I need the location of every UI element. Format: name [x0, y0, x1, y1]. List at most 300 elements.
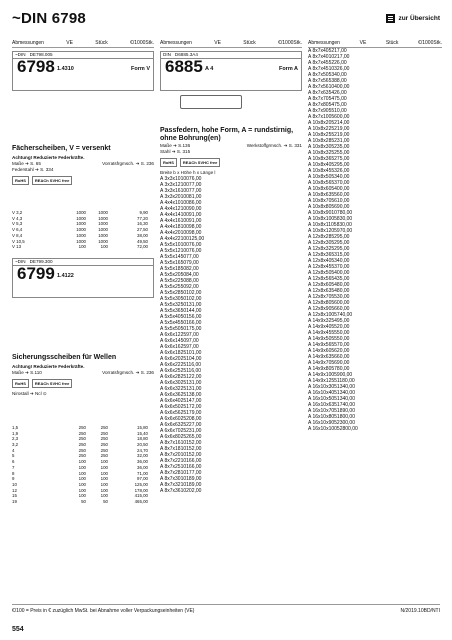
table-cell: x — [167, 176, 170, 182]
table-cell: x — [323, 294, 326, 300]
table-cell: 1340,00 — [336, 384, 355, 390]
table-cell: x — [320, 48, 324, 54]
table-cell: 20 — [325, 120, 332, 126]
table-cell: x — [318, 270, 321, 276]
table-cell: x — [318, 162, 321, 168]
table-cell: A 5 — [160, 290, 168, 296]
table-cell: 28 — [175, 470, 181, 476]
table-cell: x — [318, 198, 321, 204]
table-cell: 50 — [81, 499, 86, 505]
table-cell: A 12 — [308, 312, 319, 318]
table-cell: 50 — [180, 326, 187, 332]
table-cell: x — [318, 324, 321, 330]
table-cell: 5 — [328, 102, 332, 108]
table-cell: x — [320, 96, 324, 102]
table-cell: A 10 — [308, 192, 319, 198]
table-cell: x — [320, 78, 324, 84]
table-cell: x — [172, 362, 176, 368]
table-cell: 7 — [169, 482, 173, 488]
table-cell: x — [323, 342, 326, 348]
table-cell: A 6 — [160, 374, 168, 380]
table-cell: V 5,3 — [12, 221, 23, 227]
table-cell: 36 — [175, 488, 181, 494]
table-cell: 60 — [325, 348, 332, 354]
table-cell: x — [167, 266, 170, 272]
table-cell: x — [318, 150, 321, 156]
table-cell: 14 — [175, 212, 181, 218]
product-box-6798 — [12, 51, 154, 91]
table-cell: 102,00 — [186, 296, 202, 302]
table-cell: x — [172, 434, 176, 440]
table-cell: 8 — [320, 180, 324, 186]
table-cell: x — [167, 350, 170, 356]
table-cell: 80 — [328, 414, 335, 420]
table-cell: A 14 — [308, 348, 319, 354]
table-cell: 9 — [320, 336, 324, 342]
table-cell: 600,00 — [334, 300, 350, 306]
table-cell: 10 — [328, 66, 335, 72]
product-number: 6798 — [17, 57, 55, 76]
table-cell: x — [167, 314, 170, 320]
table-cell: 131,00 — [186, 302, 202, 308]
table-cell: x — [323, 306, 326, 312]
table-cell: 1000 — [98, 210, 108, 215]
table-cell: x — [172, 182, 176, 188]
table-cell: A 4 — [160, 206, 168, 212]
vorrat-link[interactable]: Vorratsfrgmsch. ➔ S. 236 — [102, 369, 154, 375]
table-cell: 110 — [325, 222, 334, 228]
table-cell: x — [172, 230, 176, 236]
table-cell: 71,00 — [137, 470, 148, 476]
table-cell: 5 — [331, 138, 335, 144]
table-cell: 780,00 — [334, 366, 350, 372]
masse-link[interactable]: Maße ➔ S.110 — [12, 369, 42, 375]
table-cell: 10 — [328, 54, 335, 60]
table-cell: 400,00 — [334, 270, 350, 276]
table-cell: x — [172, 308, 176, 314]
table-header — [308, 40, 442, 48]
table-cell: x — [172, 374, 176, 380]
table-cell: x — [326, 390, 329, 396]
table-cell: A 12 — [308, 264, 319, 270]
table-cell: 8 — [320, 276, 324, 282]
table-cell: x — [323, 120, 326, 126]
table-cell: A 8 — [308, 48, 316, 54]
table-cell: 5 — [331, 360, 335, 366]
table-cell: x — [167, 242, 170, 248]
table-cell: A 3 — [160, 194, 168, 200]
table-cell: 81,00 — [188, 194, 202, 200]
table-cell: 120 — [325, 228, 335, 234]
table-cell: x — [172, 314, 176, 320]
table-cell: 480,00 — [334, 288, 350, 294]
table-cell: 9 — [320, 318, 324, 324]
table-cell: 7 — [12, 464, 15, 470]
reach-badge: REACh SVHC free — [32, 176, 72, 185]
table-cell: x — [326, 414, 329, 420]
col-head-ve: VE — [214, 40, 221, 46]
table-cell: 25 — [180, 422, 187, 428]
table-cell: 690,00 — [334, 360, 350, 366]
table-cell: 90 — [325, 306, 332, 312]
table-cell: 4 — [169, 200, 173, 206]
table-cell: 28 — [325, 138, 332, 144]
table-cell: x — [323, 240, 326, 246]
product-description: Passfedern, hohe Form, A = rundstirnig, ohne Bohrung(en) — [160, 127, 294, 142]
table-cell: 255,00 — [334, 150, 350, 156]
table-cell: x — [318, 276, 321, 282]
table-cell: 80 — [325, 366, 332, 372]
product-box-6799 — [12, 258, 154, 298]
table-cell: 250 — [78, 453, 86, 459]
table-cell: x — [172, 338, 176, 344]
table-cell: 22 — [325, 126, 332, 132]
table-cell: x — [318, 258, 321, 264]
table-cell: x — [318, 234, 321, 240]
table-cell: A 3 — [160, 176, 168, 182]
table-cell: x — [167, 422, 170, 428]
table-cell: 5 — [331, 288, 335, 294]
table-cell: 400,00 — [334, 84, 350, 90]
table-cell: A 6 — [160, 338, 168, 344]
table-cell: x — [172, 176, 176, 182]
table-cell: A 8 — [308, 72, 316, 78]
table-cell: 7 — [317, 78, 321, 84]
table-cell: 25 — [180, 350, 187, 356]
table-cell: A 12 — [308, 258, 319, 264]
table-cell: 1000 — [76, 210, 86, 215]
table-cell: 415,00 — [134, 493, 148, 499]
table-cell: x — [315, 60, 318, 66]
table-cell: A 10 — [308, 156, 319, 162]
table-cell: 100 — [100, 476, 108, 482]
table-cell: 8 — [320, 252, 324, 258]
nirosta-link[interactable]: Nirostall ➔ Ncl ⊙ — [12, 390, 47, 396]
table-cell: 740,00 — [336, 312, 353, 318]
table-cell: 2800,00 — [339, 426, 358, 432]
table-cell: A 6 — [160, 398, 168, 404]
table-cell: x — [172, 482, 176, 488]
table-cell: 8 — [320, 288, 324, 294]
table-cell: 50 — [328, 396, 335, 402]
table-cell: x — [318, 342, 321, 348]
table-cell: 125 — [325, 378, 335, 384]
table-cell: 830,00 — [336, 216, 353, 222]
table-cell: A 5 — [160, 302, 168, 308]
table-cell: 5 — [331, 318, 335, 324]
table-cell: 465,00 — [134, 499, 148, 505]
table-cell: 5 — [328, 108, 332, 114]
table-cell: 8 — [320, 282, 324, 288]
table-cell: A 5 — [160, 266, 168, 272]
table-cell: 8 — [320, 132, 324, 138]
table-cell: x — [167, 224, 170, 230]
table-cell: 6 — [169, 434, 173, 440]
table-cell: x — [172, 470, 176, 476]
masse-link[interactable]: Maße ➔ S. 65 — [12, 161, 41, 166]
table-cell: 25 — [180, 374, 187, 380]
table-cell: 217,00 — [334, 54, 350, 60]
table-cell: x — [318, 402, 321, 408]
table-cell: 91,00 — [188, 212, 202, 218]
table-cell: 122,00 — [186, 374, 202, 380]
table-cell: 10 — [180, 488, 187, 494]
table-cell: x — [172, 242, 176, 248]
table-cell: A 8 — [160, 440, 168, 446]
table-cell: 8 — [320, 168, 324, 174]
material: 1.4122 — [57, 272, 74, 279]
table-cell: 45 — [325, 330, 332, 336]
table-cell: 6 — [169, 386, 173, 392]
col-head-ve: VE — [66, 40, 73, 46]
table-cell: 152,00 — [186, 440, 202, 446]
table-cell: 30 — [328, 384, 335, 390]
table-cell: 10 — [320, 402, 327, 408]
table-cell: x — [167, 230, 170, 236]
table-cell: x — [318, 360, 321, 366]
table-cell: 3 — [169, 182, 173, 188]
table-cell: 25 — [175, 284, 181, 290]
federstahl-link[interactable]: Federstahl ➔ S. 334 — [12, 167, 54, 172]
table-cell: x — [172, 356, 176, 362]
table-cell: 10 — [180, 464, 187, 470]
table-cell: 32 — [175, 482, 181, 488]
col-head-price: €/1000Stk. — [278, 40, 302, 46]
table-cell: x — [172, 380, 176, 386]
table-row — [160, 488, 302, 494]
table-cell: x — [172, 218, 176, 224]
table-cell: 9 — [12, 476, 15, 482]
table-cell: 22 — [175, 362, 181, 368]
table-cell: 295,00 — [334, 240, 350, 246]
table-cell: A 12 — [308, 234, 319, 240]
table-cell: x — [167, 344, 170, 350]
table-cell: A 14 — [308, 330, 319, 336]
table-cell: 100 — [78, 476, 86, 482]
table-cell: 5 — [334, 372, 337, 378]
table-cell: 178,00 — [134, 487, 148, 493]
overview-label: zur Übersicht — [398, 15, 440, 22]
table-cell: x — [167, 182, 170, 188]
table-cell: 32 — [175, 386, 181, 392]
table-cell: 9 — [320, 378, 324, 384]
rohs-badge: RoHS — [160, 158, 177, 167]
table-cell: 5 — [331, 330, 335, 336]
table-cell: 9 — [320, 348, 324, 354]
table-cell: V 13 — [12, 244, 22, 250]
table-cell: x — [323, 228, 326, 234]
table-cell: 125,00 — [134, 481, 148, 487]
table-cell: x — [318, 426, 321, 432]
col-head-dims: Abmessungen — [160, 40, 192, 46]
table-cell: x — [323, 366, 326, 372]
overview-link[interactable] — [386, 14, 440, 23]
table-cell: 40 — [175, 314, 181, 320]
table-cell: A 8 — [160, 464, 168, 470]
table-cell: x — [320, 90, 324, 96]
table-cell: A 6 — [160, 362, 168, 368]
table-cell: x — [323, 258, 326, 264]
table-cell: 5 — [331, 150, 335, 156]
table-cell: A 16 — [308, 414, 319, 420]
vorrat-link[interactable]: Vorratsfrgmsch. ➔ S. 236 — [102, 161, 154, 166]
table-cell: x — [167, 338, 170, 344]
table-cell: 25 — [325, 132, 332, 138]
table-cell: 6 — [169, 374, 173, 380]
table-cell: A 6 — [160, 332, 168, 338]
table-cell: 45 — [325, 168, 332, 174]
table-cell: 5 — [331, 324, 335, 330]
column-din6885 — [160, 40, 302, 494]
table-cell: 8 — [320, 162, 324, 168]
table-cell: A 12 — [308, 300, 319, 306]
table-cell: 315,00 — [334, 252, 350, 258]
table-cell: A 16 — [308, 426, 319, 432]
table-cell: 76,00 — [188, 176, 202, 182]
table-cell: x — [167, 302, 170, 308]
table-cell: x — [172, 476, 176, 482]
table-cell: x — [318, 294, 321, 300]
table-cell: 7 — [317, 54, 321, 60]
table-cell: 70 — [325, 294, 332, 300]
table-cell: 5 — [169, 278, 173, 284]
table-cell: 340,00 — [334, 174, 350, 180]
table-cell: 36 — [175, 308, 181, 314]
table-cell: 5 — [334, 312, 337, 318]
table-cell: x — [315, 114, 318, 120]
table-cell: 12 — [175, 206, 181, 212]
table-cell: x — [172, 392, 176, 398]
table-cell: V 3,2 — [12, 210, 23, 215]
table-cell: 4 — [169, 230, 173, 236]
table-cell: 8 — [320, 186, 324, 192]
table-cell: x — [172, 266, 176, 272]
table-cell: A 14 — [308, 378, 319, 384]
table-cell: 7 — [317, 84, 321, 90]
table-cell: A 8 — [160, 458, 168, 464]
table-cell: 5 — [331, 270, 335, 276]
table-cell: x — [318, 174, 321, 180]
table-cell: x — [167, 452, 170, 458]
table-cell: x — [172, 386, 176, 392]
table-cell: 10 — [180, 458, 187, 464]
table-cell: x — [323, 138, 326, 144]
product-number: 6799 — [17, 263, 55, 283]
table-cell: 20 — [175, 230, 181, 236]
table-cell: 1000 — [76, 221, 86, 227]
table-cell: 5 — [331, 294, 335, 300]
table-cell: A 8 — [160, 482, 168, 488]
table-cell: x — [326, 420, 329, 426]
table-cell: 5 — [331, 126, 335, 132]
table-cell: x — [167, 488, 170, 494]
table-cell: 7 — [317, 66, 321, 72]
table-cell: x — [318, 288, 321, 294]
table-cell: A 10 — [308, 126, 319, 132]
table-cell: 5 — [331, 252, 335, 258]
table-cell: 100 — [325, 372, 335, 378]
table-cell: 8 — [320, 210, 324, 216]
table-cell: 12 — [175, 248, 181, 254]
table-cell: x — [167, 278, 170, 284]
table-cell: A 16 — [308, 402, 319, 408]
table-cell: A 12 — [308, 282, 319, 288]
table-cell: 530,00 — [334, 294, 350, 300]
product-box-6885 — [160, 51, 302, 91]
table-cell: x — [167, 206, 170, 212]
table-cell: 50 — [180, 314, 187, 320]
stahl-link[interactable]: Stahl ➔ S. 315 — [160, 149, 191, 154]
vorrat-link[interactable]: Werkstoffgrmsch. ➔ S. 331 — [246, 143, 302, 148]
table-cell: 5 — [331, 144, 335, 150]
table-cell: A 14 — [308, 336, 319, 342]
table-cell: 4 — [169, 206, 173, 212]
table-cell: x — [323, 300, 326, 306]
table-cell: 56 — [325, 342, 332, 348]
table-cell: 28 — [175, 374, 181, 380]
table-cell: 5 — [334, 402, 337, 408]
table-cell: 50 — [180, 296, 187, 302]
table-cell: 100 — [180, 206, 189, 212]
table-cell: x — [172, 350, 176, 356]
table-cell: 250 — [78, 430, 86, 436]
form-label: Form A — [278, 66, 298, 72]
table-cell: 1000 — [98, 227, 108, 233]
table-header — [160, 40, 302, 48]
table-cell: 208,00 — [186, 416, 202, 422]
table-cell: A 5 — [160, 284, 168, 290]
table-cell: 12 — [175, 182, 181, 188]
table-cell: 10 — [320, 414, 327, 420]
masse-link[interactable]: Maße ➔ S.136 — [160, 143, 191, 148]
table-cell: 98,00 — [188, 230, 202, 236]
table-cell: 7 — [317, 90, 321, 96]
table-cell: 4 — [169, 224, 173, 230]
table-cell: 50 — [103, 499, 108, 505]
table-cell: A 10 — [308, 216, 319, 222]
table-cell: x — [315, 84, 318, 90]
table-cell: 90,00 — [188, 206, 202, 212]
table-cell: x — [318, 192, 321, 198]
table-cell: 101,00 — [186, 350, 202, 356]
table-cell: 6 — [169, 338, 173, 344]
table-cell: x — [318, 120, 321, 126]
table-cell: 4 — [12, 447, 15, 453]
table-cell: 36 — [325, 156, 332, 162]
table-cell: 22 — [175, 236, 181, 242]
table-cell: x — [323, 354, 326, 360]
table-cell: 5 — [334, 228, 337, 234]
table-cell: A 10 — [308, 120, 319, 126]
table-cell: 36 — [325, 252, 332, 258]
table-cell: 6 — [169, 404, 173, 410]
rohs-badge: RoHS — [12, 176, 29, 185]
table-cell: x — [323, 324, 326, 330]
table-cell: 97,00 — [186, 332, 199, 338]
table-cell: 5 — [331, 234, 335, 240]
table-cell: 6 — [169, 344, 173, 350]
table-cell: 60 — [325, 282, 332, 288]
table-cell: 1740,00 — [336, 402, 355, 408]
table-cell: A 10 — [308, 210, 319, 216]
table-cell: 28 — [175, 290, 181, 296]
table-cell: x — [318, 318, 321, 324]
table-cell: A 5 — [160, 272, 168, 278]
table-cell: V 8,4 — [12, 232, 23, 238]
table-cell: x — [315, 102, 318, 108]
table-cell: 5 — [169, 242, 173, 248]
table-cell: 25 — [180, 368, 187, 374]
